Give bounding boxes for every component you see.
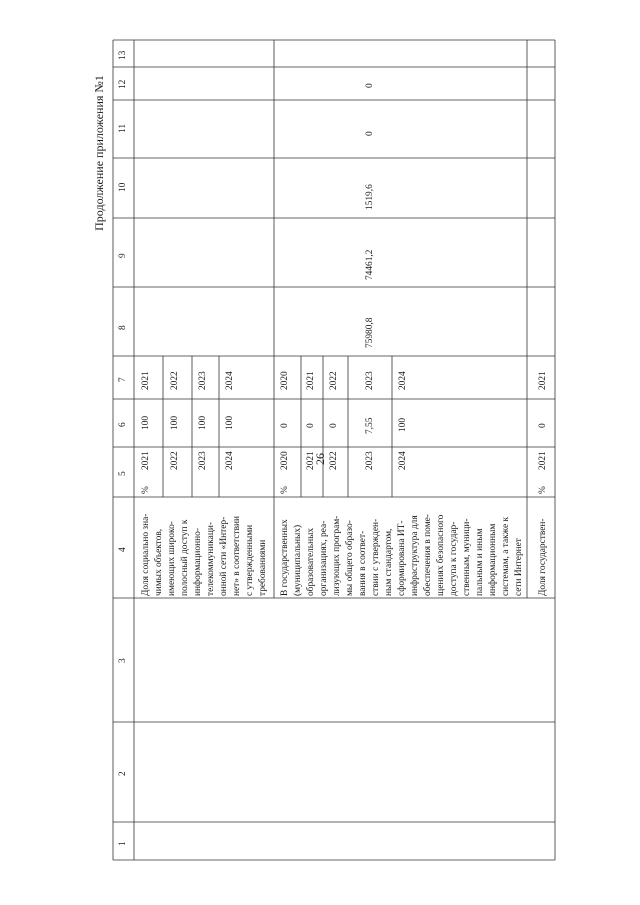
col-header-8: 8 (118, 325, 128, 330)
row2-value-5: 100 (398, 417, 408, 432)
col-header-2: 2 (118, 771, 128, 776)
col-header-1: 1 (118, 841, 128, 846)
col-header-6: 6 (118, 422, 128, 427)
col-header-13: 13 (118, 50, 128, 60)
row1-value-4: 100 (225, 415, 235, 430)
row2-col11: 1519,6 (365, 184, 375, 210)
col-header-11: 11 (118, 123, 128, 133)
row2-year-2020: 2020 (280, 451, 290, 470)
row2-year-2022: 2022 (329, 451, 339, 470)
row3-value: 0 (538, 423, 548, 428)
row2-value-4: 7,55 (365, 417, 375, 434)
row1-value-1: 100 (141, 415, 151, 430)
row2-target-2: 2021 (306, 371, 316, 390)
col-header-3: 3 (118, 658, 128, 663)
row1-target-2: 2022 (170, 371, 180, 390)
row2-col9: 75980,8 (365, 317, 375, 348)
row2-target-1: 2020 (280, 371, 290, 390)
row1-value-2: 100 (170, 415, 180, 430)
row2-value-3: 0 (329, 423, 339, 428)
row2-col13: 0 (365, 83, 375, 88)
row3-target: 2021 (538, 371, 548, 390)
row1-target-1: 2021 (141, 371, 151, 390)
row2-unit: % (280, 486, 290, 494)
row1-unit: % (141, 486, 151, 494)
row1-year-2023: 2023 (198, 451, 208, 470)
row1-value-3: 100 (198, 415, 208, 430)
row2-col12: 0 (365, 131, 375, 136)
col-header-10: 10 (118, 182, 128, 192)
appendix-caption: Продолжение приложения №1 (92, 75, 106, 231)
row2-target-4: 2023 (365, 371, 375, 390)
row1-year-2024: 2024 (225, 451, 235, 470)
col-header-12: 12 (118, 79, 128, 89)
row2-target-5: 2024 (398, 371, 408, 390)
col-header-4: 4 (118, 547, 128, 552)
page-number: 26 (313, 453, 327, 465)
row2-target-3: 2022 (329, 371, 339, 390)
row3-unit: % (538, 486, 548, 494)
row3-year: 2021 (538, 451, 548, 470)
row2-year-2024: 2024 (398, 451, 408, 470)
row2-year-2021: 2021 (306, 451, 316, 470)
row1-target-3: 2023 (198, 371, 208, 390)
row1-year-2022: 2022 (170, 451, 180, 470)
col-header-9: 9 (118, 253, 128, 258)
row3-indicator: Доля государствен- (538, 518, 548, 596)
row2-value-2: 0 (306, 423, 316, 428)
row2-year-2023: 2023 (365, 451, 375, 470)
row1-target-4: 2024 (225, 371, 235, 390)
row1-year-2021: 2021 (141, 451, 151, 470)
col-header-5: 5 (118, 471, 128, 476)
row2-value-1: 0 (280, 423, 290, 428)
col-header-7: 7 (118, 377, 128, 382)
row2-col10: 74461,2 (365, 249, 375, 280)
